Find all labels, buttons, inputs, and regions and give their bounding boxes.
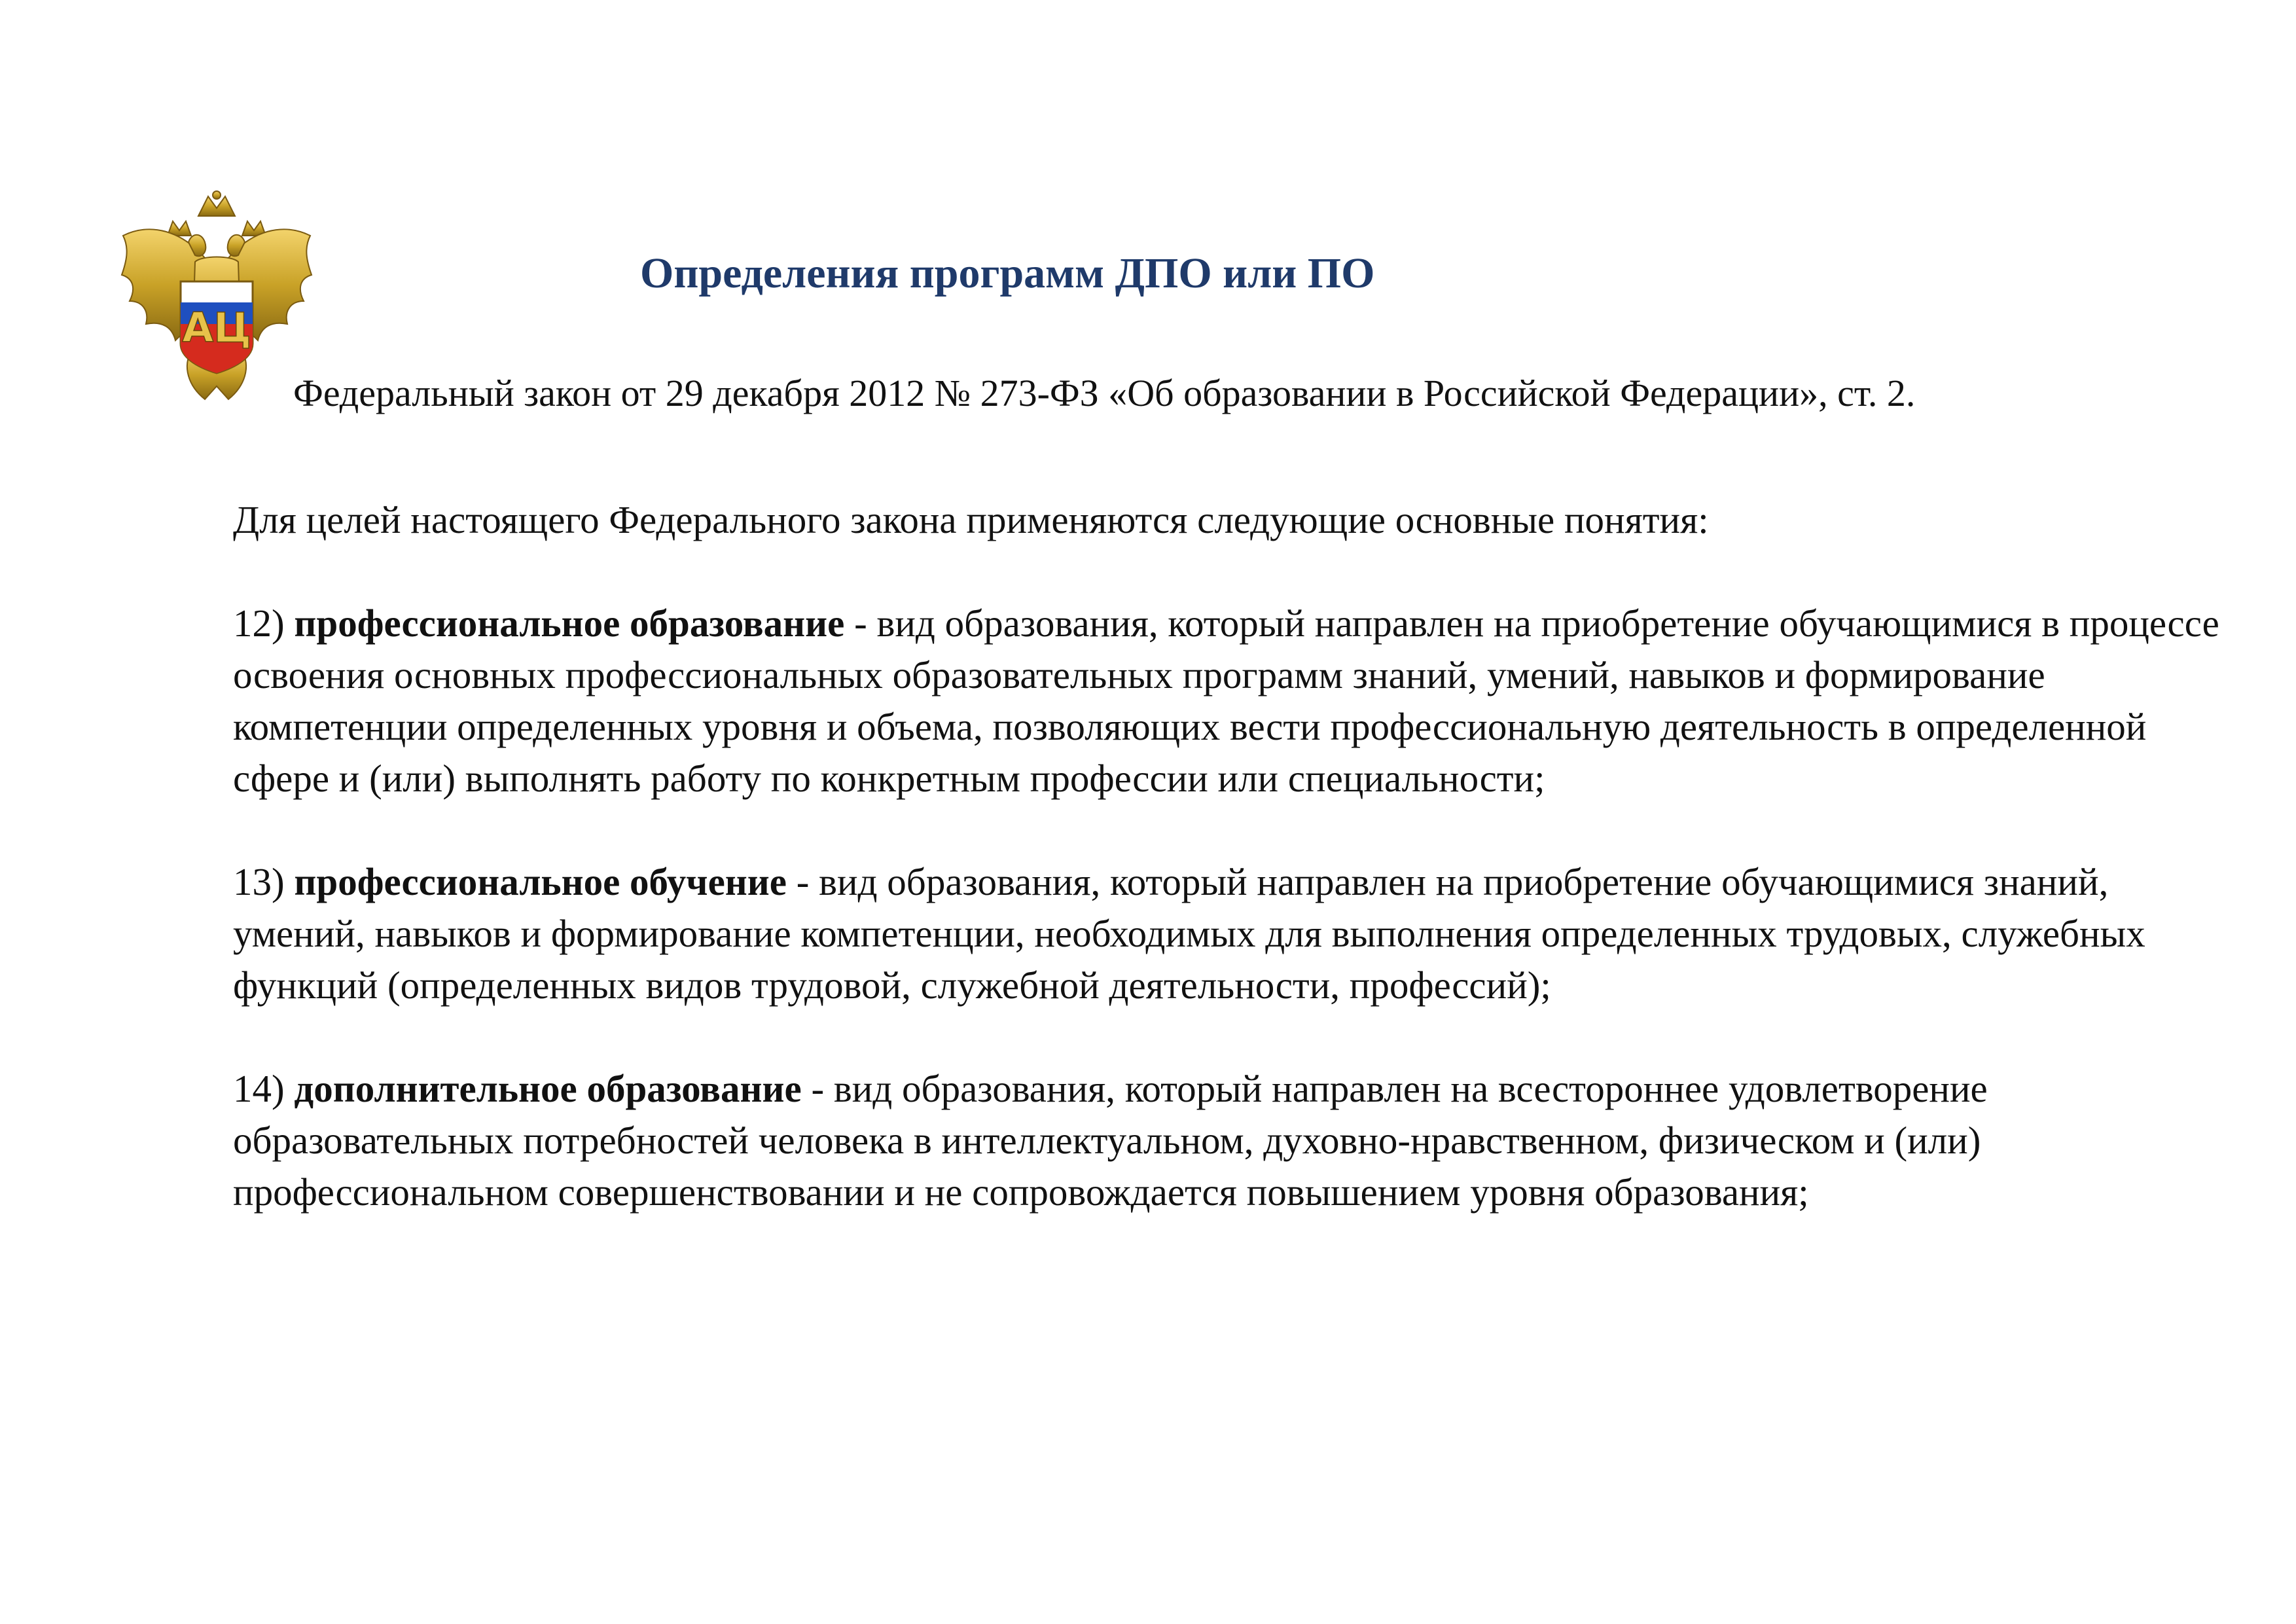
definition-item (233, 598, 2223, 804)
document-body (233, 494, 2223, 1270)
law-reference: Федеральный закон от 29 декабря 2012 № 273-ФЗ «Об образовании в Российской Федерации», ст. 2. (293, 372, 1916, 414)
definition-item (233, 856, 2223, 1011)
definition-term: дополнительное образование (294, 1067, 802, 1110)
definition-term: профессиональное образование (294, 602, 845, 645)
definition-text: - вид образования, который направлен на приобретение обучающимися знаний, умений, навыков и формирование компетенции, необходимых для выполнения определенных трудовых, служебных функций (определенных видов трудовой, служебной деятельности, профессий); (233, 860, 2145, 1007)
definition-number: 14) (233, 1067, 285, 1110)
definition-number: 13) (233, 860, 285, 903)
page-title: Определения программ ДПО или ПО (640, 249, 1375, 297)
definition-number: 12) (233, 602, 285, 645)
definition-text: - вид образования, который направлен на приобретение обучающимися в процессе освоения основных профессиональных образовательных программ знаний, умений, навыков и формирование компетенции определенных уровня и объема, позволяющих вести профессиональную деятельность в определенной сфере и (или) выполнять работу по конкретным профессии или специальности; (233, 602, 2219, 800)
coat-of-arms-emblem-icon (110, 190, 323, 410)
definition-text: - вид образования, который направлен на всестороннее удовлетворение образовательных потребностей человека в интеллектуальном, духовно-нравственном, физическом и (или) профессиональном совершенствовании и не сопровождается повышением уровня образования; (233, 1067, 1988, 1214)
svg-text:АЦ: АЦ (182, 304, 251, 352)
intro-paragraph: Для целей настоящего Федерального закона применяются следующие основные понятия: (233, 498, 1709, 541)
definition-item (233, 1063, 2223, 1218)
definition-term: профессиональное обучение (294, 860, 787, 903)
